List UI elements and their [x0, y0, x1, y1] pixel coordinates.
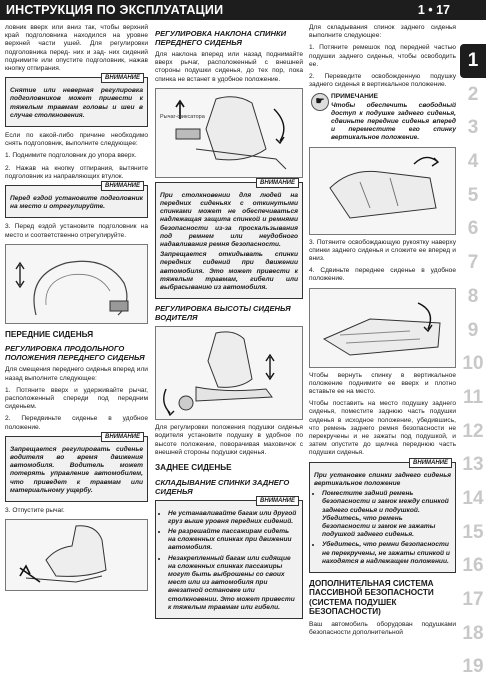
section-heading: ЗАДНЕЕ СИДЕНЬЕ: [155, 463, 232, 473]
chapter-tab-6[interactable]: 6: [467, 218, 479, 240]
step: 1. Потяните вверх и удерживайте рычаг, расположенный спереди под передним сиденьем.: [5, 386, 148, 411]
chapter-tab-19[interactable]: 19: [462, 656, 484, 678]
chapter-tab-9[interactable]: 9: [467, 319, 479, 341]
chapter-tab-18[interactable]: 18: [462, 622, 484, 644]
seat-slide-drawing: [6, 520, 147, 590]
chapter-tab-10[interactable]: 10: [462, 353, 484, 375]
warning-text: При столкновении для людей на передних сиденьях с откинутыми спинками может не обеспечиваться надлежащая защита спинкой и ремнями безопасности из-за проскальзывания под ремнем или неудобного надавливания ремня безопасности.: [160, 191, 298, 249]
warning-label: ВНИМАНИЕ: [409, 458, 452, 468]
seatback-lever-drawing: [156, 89, 302, 177]
warning-box: [155, 179, 303, 299]
paragraph: Чтобы поставить на место подушку заднего сиденья, поместите заднюю часть подушки сиденья в исходное положение, убедившись, что ремень заднего ремня безопасности не перекручены и не зажаты под подушкой, и затем опустите до щелчка переднюю часть подушки сиденья.: [309, 400, 456, 457]
warning-item: • Не разрешайте пассажирам сидеть на сложенных спинках при движении автомобиля.: [168, 528, 298, 553]
paragraph: Для смещения переднего сиденья вперед или назад выполните следующее:: [5, 366, 148, 382]
warning-text: Снятие или неверная регулировка подголовников может привести к тяжелым травмам головы и шеи в случае столкновения.: [10, 87, 143, 119]
page-header: [0, 0, 486, 20]
chapter-tab-14[interactable]: 14: [462, 487, 484, 509]
chapter-tabs: [460, 44, 486, 684]
figure-caption: Рычаг-фиксатора: [160, 113, 205, 120]
chapter-tab-17[interactable]: 17: [462, 589, 484, 610]
warning-list: [314, 490, 451, 566]
chapter-tab-8[interactable]: 8: [467, 285, 479, 307]
rear-seat-fold-drawing: [310, 148, 455, 234]
warning-label: ВНИМАНИЕ: [256, 178, 299, 188]
warning-text: Запрещается откидывать спинки передних сидений при движении автомобиля. Это может привести к тяжелым травмам, гибели или выбрасыванию из автомобиля.: [160, 251, 298, 292]
column-2: [155, 24, 303, 624]
warning-text: Перед ездой установите подголовник на место и отрегулируйте.: [10, 195, 143, 211]
step: 1. Потяните ремешок под передней частью подушки заднего сиденья, чтобы освободить ее.: [309, 44, 456, 68]
chapter-tab-7[interactable]: 7: [467, 252, 479, 274]
chapter-tab-13[interactable]: 13: [462, 454, 484, 476]
paragraph: Ваш автомобиль оборудован подушками безопасности дополнительной: [309, 620, 456, 637]
warning-box: [5, 185, 148, 218]
page-number: 1 • 17: [417, 3, 450, 17]
seat-slide-illustration: [5, 519, 148, 591]
headrest-drawing: [6, 245, 147, 323]
warning-text: При установке спинки заднего сиденья вертикальное положение: [314, 471, 451, 487]
subsection-heading: РЕГУЛИРОВКА ВЫСОТЫ СИДЕНЬЯ ВОДИТЕЛЯ: [155, 304, 291, 323]
warning-label: ВНИМАНИЕ: [256, 496, 299, 506]
warning-box: [5, 77, 148, 127]
note-box: [309, 93, 456, 142]
subsection-heading: РЕГУЛИРОВКА ПРОДОЛЬНОГО ПОЛОЖЕНИЯ ПЕРЕДНЕГО СИДЕНЬЯ: [5, 344, 145, 363]
chapter-tab-12[interactable]: 12: [462, 420, 484, 442]
header-title: ИНСТРУКЦИЯ ПО ЭКСПЛУАТАЦИИ: [6, 3, 224, 17]
warning-list: [160, 510, 298, 612]
chapter-tab-2[interactable]: 2: [467, 83, 479, 105]
warning-label: ВНИМАНИЕ: [101, 181, 144, 191]
paragraph: Чтобы вернуть спинку в вертикальное положение поднимите ее вверх и плотно вставьте ее на место.: [309, 371, 456, 396]
warning-box: [5, 433, 148, 502]
chapter-tab-3[interactable]: 3: [467, 117, 479, 139]
warning-text: Запрещается регулировать сиденье водителя во время движения автомобиля. Водитель может потерять управление автомобилем, что приведет к травмам или материальному ущербу.: [10, 445, 143, 494]
step: 1. Поднимите подголовник до упора вверх.: [5, 152, 137, 160]
paragraph: Для регулировки положения подушки сиденья водителя установите подушку в удобное по высоте положение, поворачивая маховичок с внешней стороны подушки сиденья.: [155, 424, 303, 456]
step: 3. Потяните освобождающую рукоятку наверху спинки заднего сиденья и сложите ее вперед и вниз.: [309, 238, 456, 263]
note-label: ПРИМЕЧАНИЕ: [331, 93, 379, 101]
warning-label: ВНИМАНИЕ: [101, 432, 144, 442]
seat-height-illustration: [155, 326, 303, 420]
step: 3. Перед ездой установите подголовник на место и соответственно отрегулируйте.: [5, 223, 148, 239]
warning-item: • Убедитесь, что ремни безопасности не перекручены, не зажаты спинкой и находятся в надлежащем положении.: [322, 541, 451, 566]
chapter-tab-16[interactable]: 16: [462, 555, 484, 577]
column-1: [5, 24, 148, 595]
step: 4. Сдвиньте переднее сиденье в удобное положение.: [309, 267, 456, 283]
rear-seatback-down-illustration: [309, 288, 456, 368]
chapter-tab-1[interactable]: 1: [460, 44, 486, 78]
headrest-illustration: [5, 244, 148, 324]
step: 2. Нажав на кнопку отпирания, вытяните подголовник из направляющих втулок.: [5, 164, 148, 180]
chapter-tab-4[interactable]: 4: [467, 151, 479, 173]
section-heading: ПЕРЕДНИЕ СИДЕНЬЯ: [5, 329, 94, 339]
step: 3. Отпустите рычаг.: [5, 507, 65, 514]
paragraph: Для наклона вперед или назад поднимайте вверх рычаг, расположенный с внешней стороны подушки сиденья, до тех пор, пока спинка не встанет в удобное положение.: [155, 51, 303, 83]
section-heading: ДОПОЛНИТЕЛЬНАЯ СИСТЕМА ПАССИВНОЙ БЕЗОПАСНОСТИ (СИСТЕМА ПОДУШЕК БЕЗОПАСНОСТИ): [309, 578, 434, 617]
step: 2. Переведите освобожденную подушку заднего сиденья в вертикальное положение.: [309, 73, 456, 89]
warning-box: [155, 497, 303, 619]
paragraph: Для складывания спинок заднего сиденья выполните следующее:: [309, 24, 456, 40]
seat-height-drawing: [156, 327, 302, 419]
seatback-lever-illustration: [155, 88, 303, 178]
chapter-tab-15[interactable]: 15: [462, 521, 484, 543]
warning-item: • Незакрепленный багаж или сидящие на сложенных спинках пассажиры могут быть выброшены со своих мест или из автомобиля при внезапной остановке или столкновении. Это может привести к тяжелым травмам или гибели.: [168, 555, 298, 612]
chapter-tab-5[interactable]: 5: [467, 184, 479, 206]
column-3: [309, 24, 456, 641]
subsection-heading: РЕГУЛИРОВКА НАКЛОНА СПИНКИ ПЕРЕДНЕГО СИДЕНЬЯ: [155, 29, 287, 47]
note-hand-icon: ☛: [311, 93, 329, 111]
rear-seatback-down-drawing: [310, 289, 455, 367]
paragraph: Если по какой-либо причине необходимо снять подголовник, выполните следующее:: [5, 132, 148, 148]
warning-label: ВНИМАНИЕ: [101, 73, 144, 83]
warning-item: • Поместите задний ремень безопасности и замок между спинкой заднего сиденья и подушкой. Убедитесь, что ремень безопасности и замок не зажаты подушкой заднего сиденья.: [322, 490, 451, 539]
chapter-tab-11[interactable]: 11: [462, 386, 484, 408]
warning-box: [309, 459, 456, 573]
warning-item: • Не устанавливайте багаж или другой груз выше уровня передних сидений.: [168, 510, 298, 526]
step: 2. Передвиньте сиденье в удобное положение.: [5, 415, 148, 431]
rear-seat-fold-illustration: [309, 147, 456, 235]
subsection-heading: СКЛАДЫВАНИЕ СПИНКИ ЗАДНЕГО СИДЕНЬЯ: [155, 477, 290, 496]
paragraph: ловник вверх или вниз так, чтобы верхний край подголовника находился на уровне верхней части ушей. Для регулировки подголовника перед- них и зад- них сидений поднимите или опустите подголовник, нажав кнопку отпирания.: [5, 24, 148, 73]
note-text: Чтобы обеспечить свободный доступ к подушке заднего сиденья, сдвиньте передние сиденья вперед и переместите его спинку вертикальное положение.: [331, 101, 456, 142]
